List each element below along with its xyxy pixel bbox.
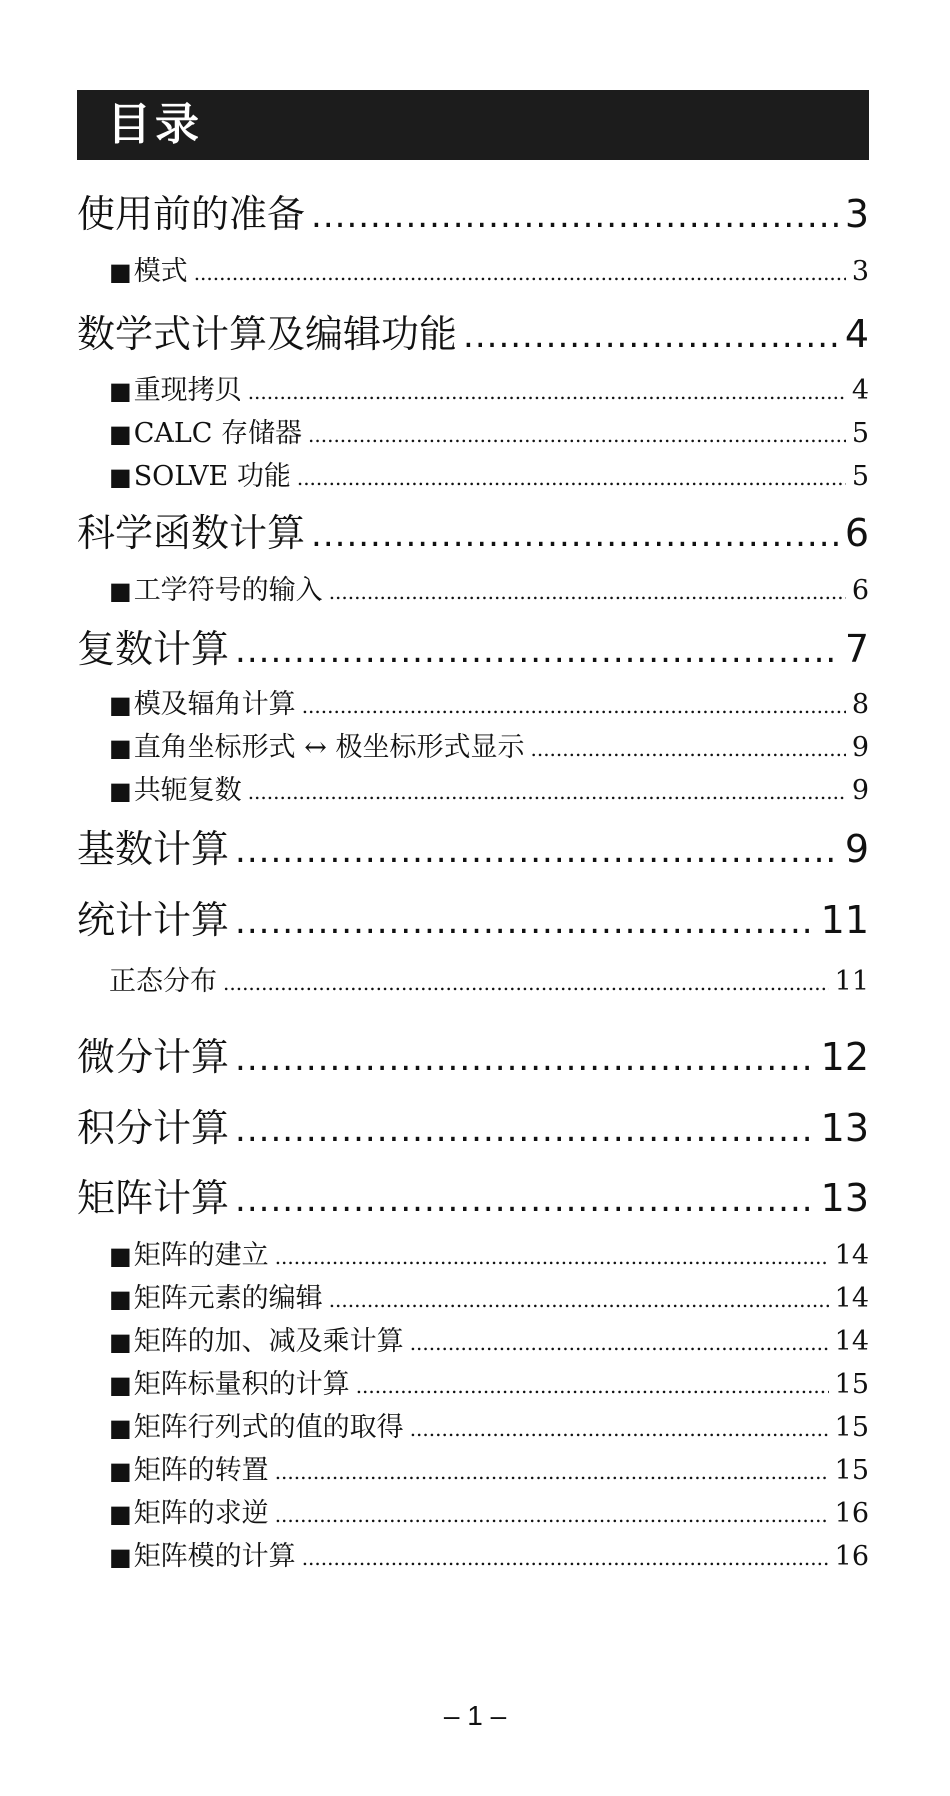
toc-entry-text: 矩阵模的计算 xyxy=(133,1541,296,1572)
toc-entry-label xyxy=(109,416,302,452)
toc-subsection-entry[interactable] xyxy=(77,1324,869,1360)
toc-entry-text: 矩阵的加、减及乘计算 xyxy=(133,1326,404,1357)
toc-entry-label xyxy=(77,1174,229,1222)
dot-leader xyxy=(297,459,846,496)
square-bullet-icon: ■ xyxy=(109,1242,132,1270)
toc-entry-text: 模式 xyxy=(133,256,188,287)
toc-section-entry[interactable] xyxy=(77,625,869,673)
toc-page-number: 6 xyxy=(851,575,869,606)
toc-entry-label xyxy=(109,1539,296,1575)
toc-entry-label xyxy=(77,625,229,673)
toc-entry-text: 基数计算 xyxy=(77,827,230,871)
toc-entry-text: 矩阵的求逆 xyxy=(133,1498,269,1529)
toc-section-entry[interactable] xyxy=(77,509,869,557)
toc-page-number: 3 xyxy=(844,192,869,236)
dot-leader xyxy=(235,625,839,675)
toc-subsection-entry[interactable] xyxy=(77,459,869,495)
toc-entry-text: 复数计算 xyxy=(77,627,230,671)
toc-subsection-entry[interactable] xyxy=(77,1410,869,1446)
toc-subsection-entry[interactable] xyxy=(77,573,869,609)
toc-entry-label xyxy=(109,964,217,1000)
square-bullet-icon: ■ xyxy=(109,734,132,762)
dot-leader xyxy=(302,1539,829,1576)
dot-leader xyxy=(530,730,845,767)
square-bullet-icon: ■ xyxy=(109,463,132,491)
dot-leader xyxy=(194,254,846,291)
dot-leader xyxy=(235,896,815,946)
square-bullet-icon: ■ xyxy=(109,258,132,286)
toc-entry-label xyxy=(109,1324,404,1360)
square-bullet-icon: ■ xyxy=(109,577,132,605)
toc-page-number: 11 xyxy=(820,898,869,942)
toc-entry-text: 工学符号的输入 xyxy=(133,575,323,606)
toc-page-number: 3 xyxy=(851,256,869,287)
toc-entry-label xyxy=(109,1238,269,1274)
toc-section-entry[interactable] xyxy=(77,825,869,873)
square-bullet-icon: ■ xyxy=(109,1371,132,1399)
toc-subsection-entry[interactable] xyxy=(77,373,869,409)
toc-page-number: 4 xyxy=(844,312,869,356)
toc-entry-text: 统计计算 xyxy=(77,898,230,942)
toc-page-number: 9 xyxy=(851,732,869,763)
dot-leader xyxy=(329,1281,829,1318)
dot-leader xyxy=(235,1174,815,1224)
dot-leader xyxy=(248,773,846,810)
toc-page-number: 16 xyxy=(834,1541,869,1572)
toc-entry-text: 科学函数计算 xyxy=(77,511,306,555)
square-bullet-icon: ■ xyxy=(109,1457,132,1485)
square-bullet-icon: ■ xyxy=(109,420,132,448)
toc-page-number: 11 xyxy=(834,966,869,997)
toc-entry-text: CALC 存储器 xyxy=(133,418,303,449)
toc-subsection-entry[interactable] xyxy=(77,254,869,290)
toc-entry-text: 积分计算 xyxy=(77,1106,230,1150)
toc-entry-label xyxy=(77,310,457,358)
dot-leader xyxy=(235,825,839,875)
dot-leader xyxy=(410,1410,829,1447)
toc-subsection-entry[interactable] xyxy=(77,1453,869,1489)
toc-entry-text: 矩阵元素的编辑 xyxy=(133,1283,323,1314)
square-bullet-icon: ■ xyxy=(109,691,132,719)
toc-page-number: 15 xyxy=(834,1412,869,1443)
page-number: – 1 – xyxy=(443,1700,507,1731)
square-bullet-icon: ■ xyxy=(109,1285,132,1313)
dot-leader xyxy=(235,1104,815,1154)
toc-section-entry[interactable] xyxy=(77,1033,869,1081)
toc-page-number: 13 xyxy=(820,1106,869,1150)
dot-leader xyxy=(311,509,839,559)
toc-entry-label xyxy=(109,1281,323,1317)
toc-entry-label xyxy=(109,1410,404,1446)
toc-entry-label xyxy=(109,687,296,723)
dot-leader xyxy=(463,310,839,360)
toc-subsection-entry[interactable] xyxy=(77,1281,869,1317)
square-bullet-icon: ■ xyxy=(109,1328,132,1356)
toc-page-number: 6 xyxy=(844,511,869,555)
toc-page-number: 14 xyxy=(834,1240,869,1271)
toc-entry-text: 矩阵的转置 xyxy=(133,1455,269,1486)
square-bullet-icon: ■ xyxy=(109,1414,132,1442)
toc-subsection-entry[interactable] xyxy=(77,1496,869,1532)
toc-page-number: 13 xyxy=(820,1176,869,1220)
toc-subsection-entry[interactable] xyxy=(77,964,869,1000)
toc-entry-text: 共轭复数 xyxy=(133,775,242,806)
toc-entry-label xyxy=(109,1367,350,1403)
toc-entry-text: 矩阵计算 xyxy=(77,1176,230,1220)
toc-entry-label xyxy=(77,1033,229,1081)
toc-entry-label xyxy=(77,825,229,873)
toc-entry-label xyxy=(77,190,305,238)
dot-leader xyxy=(275,1496,829,1533)
toc-page-number: 5 xyxy=(851,418,869,449)
toc-section-entry[interactable] xyxy=(77,896,869,944)
toc-section-entry[interactable] xyxy=(77,190,869,238)
dot-leader xyxy=(329,573,846,610)
toc-entry-label xyxy=(109,773,242,809)
toc-entry-label xyxy=(109,730,524,766)
toc-page-number: 9 xyxy=(851,775,869,806)
toc-section-entry[interactable] xyxy=(77,310,869,358)
toc-page-number: 15 xyxy=(834,1455,869,1486)
square-bullet-icon: ■ xyxy=(109,377,132,405)
toc-page-number: 5 xyxy=(851,461,869,492)
toc-entry-label xyxy=(109,373,242,409)
toc-page-number: 14 xyxy=(834,1326,869,1357)
toc-page-number: 16 xyxy=(834,1498,869,1529)
dot-leader xyxy=(410,1324,829,1361)
dot-leader xyxy=(275,1238,829,1275)
square-bullet-icon: ■ xyxy=(109,777,132,805)
toc-entry-text: 矩阵标量积的计算 xyxy=(133,1369,350,1400)
toc-page-number: 12 xyxy=(820,1035,869,1079)
toc-entry-text: 矩阵的建立 xyxy=(133,1240,269,1271)
toc-subsection-entry[interactable] xyxy=(77,687,869,723)
toc-entry-text: 重现拷贝 xyxy=(133,375,242,406)
toc-subsection-entry[interactable] xyxy=(77,730,869,766)
toc-entry-text: 使用前的准备 xyxy=(77,192,306,236)
dot-leader xyxy=(248,373,846,410)
toc-entry-label xyxy=(77,509,305,557)
toc-entry-text: SOLVE 功能 xyxy=(133,461,291,492)
dot-leader xyxy=(275,1453,829,1490)
toc-subsection-entry[interactable] xyxy=(77,416,869,452)
toc-entry-text: 正态分布 xyxy=(109,966,217,997)
toc-entry-text: 直角坐标形式 ↔ 极坐标形式显示 xyxy=(133,732,525,763)
toc-entry-label xyxy=(109,459,291,495)
toc-subsection-entry[interactable] xyxy=(77,1238,869,1274)
dot-leader xyxy=(308,416,846,453)
toc-entry-text: 模及辐角计算 xyxy=(133,689,296,720)
toc-section-entry[interactable] xyxy=(77,1104,869,1152)
square-bullet-icon: ■ xyxy=(109,1543,132,1571)
toc-entry-text: 数学式计算及编辑功能 xyxy=(77,312,458,356)
toc-page-number: 9 xyxy=(844,827,869,871)
toc-entry-label xyxy=(109,1453,269,1489)
toc-page-number: 7 xyxy=(844,627,869,671)
toc-page-number: 8 xyxy=(851,689,869,720)
dot-leader xyxy=(311,190,839,240)
dot-leader xyxy=(302,687,846,724)
page-title: 目录 xyxy=(77,90,869,160)
dot-leader xyxy=(235,1033,815,1083)
dot-leader xyxy=(356,1367,829,1404)
dot-leader xyxy=(223,964,829,1001)
toc-entry-label xyxy=(109,573,323,609)
toc-subsection-entry[interactable] xyxy=(77,1367,869,1403)
toc-subsection-entry[interactable] xyxy=(77,1539,869,1575)
toc-page-number: 14 xyxy=(834,1283,869,1314)
toc-entry-label xyxy=(109,1496,269,1532)
toc-entry-label xyxy=(77,896,229,944)
square-bullet-icon: ■ xyxy=(109,1500,132,1528)
toc-entry-text: 矩阵行列式的值的取得 xyxy=(133,1412,404,1443)
toc-entry-label xyxy=(109,254,188,290)
toc-page-number: 15 xyxy=(834,1369,869,1400)
toc-page-number: 4 xyxy=(851,375,869,406)
toc-entry-text: 微分计算 xyxy=(77,1035,230,1079)
toc-subsection-entry[interactable] xyxy=(77,773,869,809)
toc-section-entry[interactable] xyxy=(77,1174,869,1222)
toc-entry-label xyxy=(77,1104,229,1152)
